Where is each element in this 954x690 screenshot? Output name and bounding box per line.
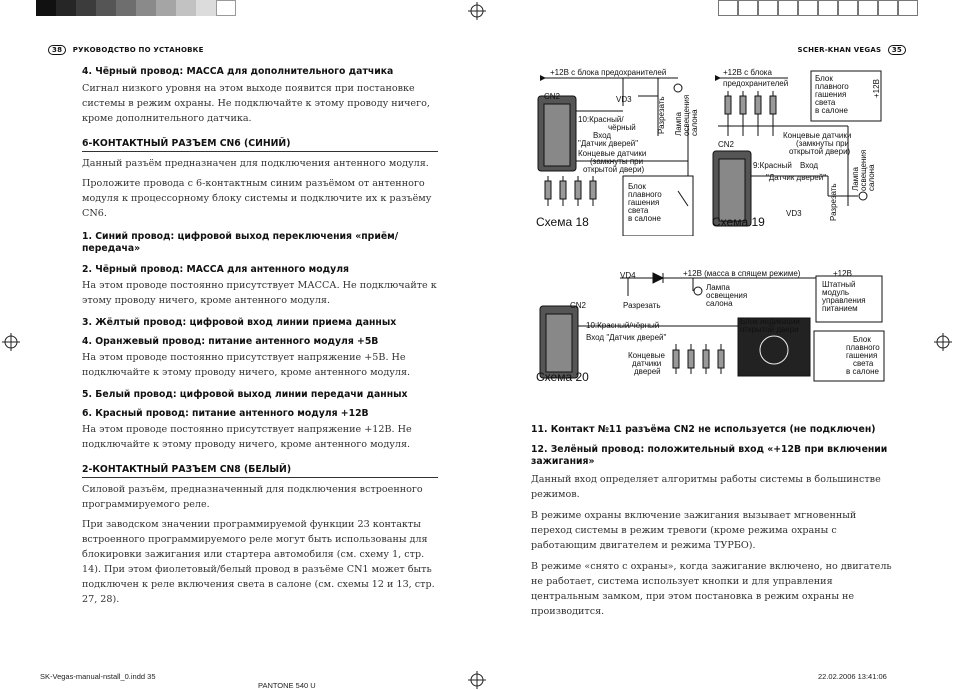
s20-switches-1: Концевые: [628, 351, 665, 360]
cn6-item5-heading: 5. Белый провод: цифровой выход линии передачи данных: [82, 389, 408, 400]
s18-switches-2: (замкнуты при: [590, 157, 644, 166]
s19-lamp-label-2: освещения: [859, 149, 868, 191]
s20-pin10-label: 10:Красный/чёрный: [586, 321, 660, 330]
s18-pin10-label: 10:Красный/: [578, 115, 624, 124]
cn6-paragraph-2: Проложите провода с 6-контактным синим разъёмом от антенного модуля к процессорному блоку системы и подключите их к разъёму CN6.: [82, 178, 432, 219]
s20-block-5: в салоне: [846, 367, 879, 376]
s20-block-1: Блок: [853, 335, 871, 344]
registration-mark-right: [934, 333, 952, 351]
s20-module-2: модуль: [822, 288, 850, 297]
s19-fuses-label: предохранителей: [723, 79, 789, 88]
s20-module-4: питанием: [822, 304, 858, 313]
s19-input-label: Вход: [800, 161, 819, 170]
registration-mark-left: [2, 333, 20, 351]
left-column: [82, 66, 438, 607]
cn6-section-title: 6-КОНТАКТНЫЙ РАЗЪЕМ CN6 (СИНИЙ): [82, 138, 438, 152]
cn6-item1-heading: 1. Синий провод: цифровой выход переключения «приём/передача»: [82, 231, 399, 254]
cn6-item6-heading: 6. Красный провод: питание антенного модуля +12В: [82, 408, 369, 419]
registration-mark-top: [468, 2, 486, 20]
s18-block-4: света: [628, 206, 649, 215]
s18-block-3: гашения: [628, 198, 660, 207]
s18-switches-3: открытой двери): [583, 165, 645, 174]
s19-vd3-label: VD3: [786, 209, 802, 218]
cn2-item12-paragraph-3: В режиме «снято с охраны», когда зажигание включено, но двигатель не работает, система использует кнопки и для управления центральным замком, при этом постановка в режим охраны не производится.: [531, 561, 892, 617]
s20-block-2: плавного: [846, 343, 880, 352]
cn8-paragraph-2: При заводском значении программируемой функции 23 контакты встроенного программируемого реле могут быть использованы для блокировки зажигания или стартера автомобиля (см. схему 1, стр. 14). При этом фиолетовый/белый провод в разъёме CN1 может быть подключен к реле включения света в салоне (см. схемы 12 и 13, стр. 27, 28).: [82, 519, 435, 605]
s18-input-label: Вход: [593, 131, 612, 140]
s20-module-1: Штатный: [822, 280, 856, 289]
cn2-item12-paragraph-2: В режиме охраны включение зажигания вызывает мгновенный переход системы в режим тревоги (кроме режима охраны с работающим двигателем и режима ТУРБО).: [531, 510, 857, 551]
right-page-number: 35: [888, 45, 906, 55]
s19-switches-3: открытой двери): [789, 147, 851, 156]
s18-lamp-label-3: салона: [690, 109, 699, 136]
registration-mark-bottom: [468, 671, 486, 689]
cn6-paragraph-1: Данный разъём предназначен для подключения антенного модуля.: [82, 158, 429, 169]
s19-block-1: Блок: [815, 74, 833, 83]
left-page-number: 38: [48, 45, 66, 55]
s20-block-4: света: [853, 359, 874, 368]
cn2-item12-heading: 12. Зелёный провод: положительный вход «+12В при включении зажигания»: [531, 444, 888, 467]
left-header-title: РУКОВОДСТВО ПО УСТАНОВКЕ: [72, 46, 204, 54]
s18-cn2-label: CN2: [544, 92, 561, 101]
s18-block-2: плавного: [628, 190, 662, 199]
s20-indicator-2: открытой двери: [740, 325, 799, 334]
s18-lamp-label-2: освещения: [682, 94, 691, 136]
s20-input-label: Вход "Датчик дверей": [586, 333, 667, 342]
s19-caption: Схема 19: [712, 215, 765, 229]
cn8-section-title: 2-КОНТАКТНЫЙ РАЗЪЕМ CN8 (БЕЛЫЙ): [82, 464, 438, 478]
s19-lamp-label-1: Лампа: [851, 167, 860, 191]
s19-plus12-label: +12В с блока: [723, 68, 772, 77]
s18-lamp-label-1: Лампа: [674, 112, 683, 136]
s20-caption: Схема 20: [536, 370, 589, 384]
cn2-item11-heading: 11. Контакт №11 разъёма CN2 не используется (не подключен): [531, 424, 876, 435]
printer-gray-bars: [36, 0, 236, 16]
s20-switches-2: датчики: [632, 359, 662, 368]
s19-lamp-label-3: салона: [867, 164, 876, 191]
wiring-diagram-20: [528, 266, 898, 392]
s18-block-5: в салоне: [628, 214, 661, 223]
right-header: [797, 45, 906, 55]
s19-block-4: света: [815, 98, 836, 107]
printer-register-boxes: [718, 0, 918, 16]
footer-pantone: PANTONE 540 U: [258, 681, 316, 690]
s20-plus12-label: +12В: [833, 269, 852, 278]
s20-lamp-1: Лампа: [706, 283, 730, 292]
cn6-item2-heading: 2. Чёрный провод: МАССА для антенного модуля: [82, 264, 349, 275]
cn8-paragraph-1: Силовой разъём, предназначенный для подключения встроенного программируемого реле.: [82, 484, 423, 510]
s18-door-label: "Датчик дверей": [578, 139, 639, 148]
cn1-item4-text: Сигнал низкого уровня на этом выходе появится при постановке системы в режим охраны. Не подключайте к этому проводу ничего, кроме дополнительного датчика.: [82, 83, 430, 124]
s18-switches-1: Концевые датчики: [578, 149, 647, 158]
s19-pin9-label: 9:Красный: [753, 161, 792, 170]
s20-lamp-3: салона: [706, 299, 733, 308]
s20-lamp-2: освещения: [706, 291, 748, 300]
s20-indicator-1: Блок индикации: [740, 317, 800, 326]
s19-switches-1: Концевые датчики: [783, 131, 852, 140]
s19-block-3: гашения: [815, 90, 847, 99]
right-column: [531, 424, 893, 619]
cn6-item4-heading: 4. Оранжевый провод: питание антенного модуля +5В: [82, 336, 379, 347]
cn6-item4-text: На этом проводе постоянно присутствует напряжение +5В. Не подключайте к этому проводу ничего, кроме антенного модуля.: [82, 352, 411, 378]
s18-caption: Схема 18: [536, 215, 589, 229]
s20-cut-label: Разрезать: [623, 301, 661, 310]
s18-pin10b-label: чёрный: [608, 123, 636, 132]
wiring-diagrams-18-19: [528, 66, 898, 236]
cn2-item12-paragraph-1: Данный вход определяет алгоритмы работы системы в большинстве режимов.: [531, 474, 881, 500]
s20-block-3: гашения: [846, 351, 878, 360]
s18-block-1: Блок: [628, 182, 646, 191]
left-header: [48, 45, 204, 55]
s19-block-2: плавного: [815, 82, 849, 91]
s20-switches-3: дверей: [634, 367, 661, 376]
footer-file: SK-Vegas-manual-nstall_0.indd 35: [40, 672, 156, 681]
cn6-item6-text: На этом проводе постоянно присутствует напряжение +12В. Не подключайте к этому проводу ничего, кроме антенного модуля.: [82, 424, 412, 450]
s19-plus12v-label: +12В: [872, 79, 881, 98]
s20-vd4-label: VD4: [620, 271, 636, 280]
s18-vd3-label: VD3: [616, 95, 632, 104]
s18-plus12-label: +12В с блока предохранителей: [550, 68, 667, 77]
s19-cn2-label: CN2: [718, 140, 735, 149]
s20-cn2-label: CN2: [570, 301, 587, 310]
s20-module-3: управления: [822, 296, 866, 305]
right-header-title: SCHER-KHAN VEGAS: [797, 46, 882, 54]
s19-switches-2: (замкнуты при: [796, 139, 850, 148]
cn6-item3-heading: 3. Жёлтый провод: цифровой вход линии приема данных: [82, 317, 397, 328]
s18-cut-label: Разрезать: [657, 96, 666, 134]
cn6-item2-text: На этом проводе постоянно присутствует МАССА. Не подключайте к этому проводу ничего, кроме антенного модуля.: [82, 280, 437, 306]
s19-door-label: "Датчик дверей": [766, 173, 827, 182]
footer-date: 22.02.2006 13:41:06: [818, 672, 887, 681]
cn1-item4-heading: 4. Чёрный провод: МАССА для дополнительного датчика: [82, 66, 394, 77]
s20-plus12-sleep-label: +12В (масса в спящем режиме): [683, 269, 801, 278]
s19-cut-label: Разрезать: [829, 183, 838, 221]
s19-block-5: в салоне: [815, 106, 848, 115]
